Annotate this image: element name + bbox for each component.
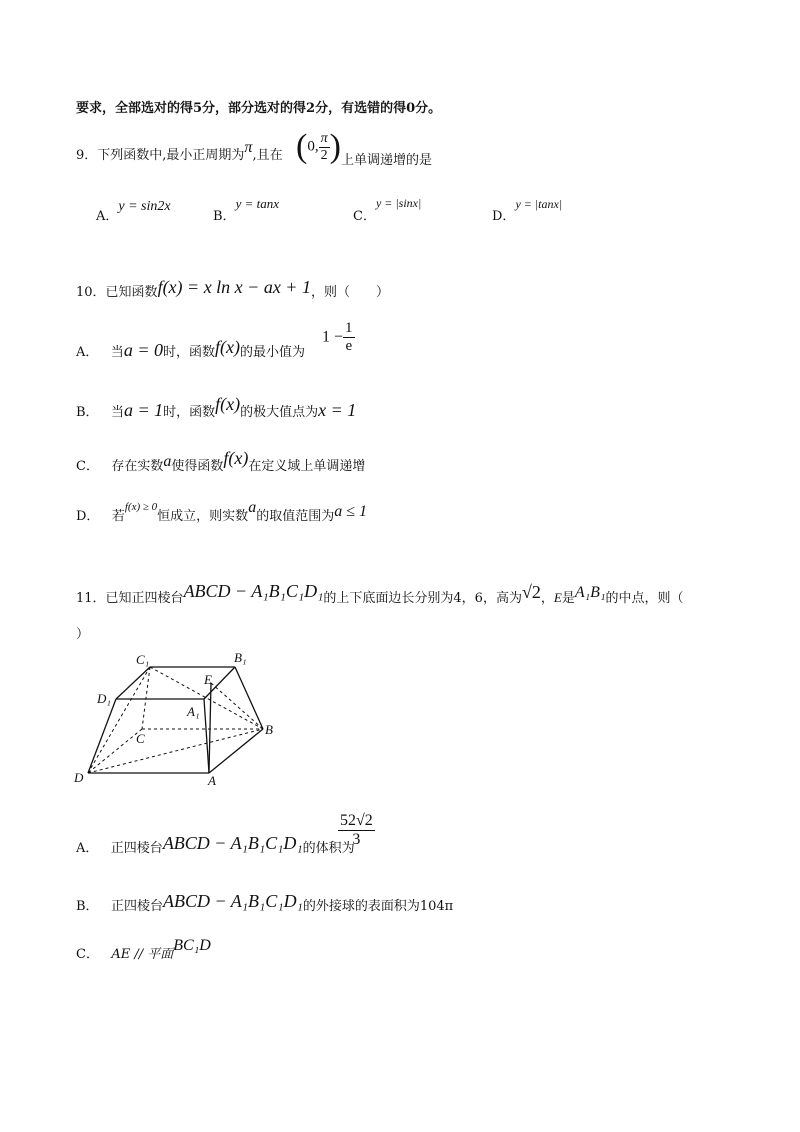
- q11-option-a[interactable]: A． 正四棱台ABCD − A₁B₁C₁D₁的体积为: [76, 833, 355, 856]
- interval-expression: (0, $\frac{\pi}{2}$ ): [296, 128, 341, 165]
- question-9-stem: [76, 139, 283, 165]
- q11-option-b[interactable]: B． 正四棱台ABCD − A₁B₁C₁D₁的外接球的表面积为104π: [76, 891, 454, 914]
- q9-option-a[interactable]: A．y = sin2x: [96, 199, 171, 224]
- label-b1: B₁: [234, 650, 247, 665]
- pi-symbol: π: [244, 139, 253, 156]
- label-c1: C₁: [136, 652, 150, 667]
- q11-option-c[interactable]: C． AE // 平面BC₁D: [76, 937, 211, 962]
- label-a1: A₁: [187, 704, 200, 719]
- question-9-text-b: ,且在: [252, 148, 283, 163]
- question-9-text-a: 下列函数中,最小正周期为: [97, 148, 245, 163]
- label-c: C: [136, 731, 145, 746]
- q10-option-a[interactable]: A． 当a = 0时，函数f(x)的最小值为: [76, 337, 305, 360]
- q10-option-d[interactable]: D． 若$^{f(x) \ge 0}$恒成立，则实数a的取值范围为a ≤ 1: [76, 499, 367, 524]
- label-b: B: [265, 722, 273, 737]
- edge-b1b: [235, 667, 263, 729]
- instruction-text: 要求，全部选对的得5分，部分选对的得2分，有选错的得0分。: [76, 101, 442, 116]
- diag-c1d: [88, 667, 150, 773]
- question-11-number: 11．: [76, 591, 106, 606]
- q11-a-volume: $\frac{52√2}{3}$: [340, 812, 373, 848]
- q9-option-c[interactable]: C．y = |sinx|: [353, 196, 422, 224]
- q10-a-value: 1 − $\frac{1}{e}$: [322, 320, 353, 354]
- q10-function: f(x) = x ln x − ax + 1: [157, 277, 311, 297]
- segment-ea: [209, 683, 211, 773]
- question-10-number: 10．: [76, 285, 106, 300]
- q9-option-d[interactable]: D．y = |tanx|: [492, 197, 563, 224]
- q11-solid: ABCD − A₁B₁C₁D₁: [183, 581, 324, 601]
- label-d: D: [74, 770, 84, 785]
- label-d1: D₁: [97, 691, 111, 706]
- question-9-text-c: 上单调递增的是: [341, 153, 433, 168]
- edge-d1d: [88, 699, 116, 773]
- frustum-figure: [70, 648, 290, 788]
- q10-option-c[interactable]: C． 存在实数a使得函数f(x)在定义域上单调递增: [76, 448, 366, 474]
- question-11-stem: 11．已知正四棱台ABCD − A₁B₁C₁D₁的上下底面边长分别为4，6，高为√2，E是A₁B₁的中点，则（: [76, 581, 684, 606]
- question-9-number: 9．: [76, 148, 98, 163]
- q9-option-d-expr: y = |tanx|: [515, 197, 563, 211]
- label-e: E: [204, 672, 212, 687]
- question-10-stem: 10．已知函数f(x) = x ln x − ax + 1，则（ ）: [76, 277, 389, 300]
- edge-c1c: [142, 667, 150, 729]
- q9-option-a-expr: y = sin2x: [118, 199, 171, 214]
- q9-option-c-expr: y = |sinx|: [375, 196, 422, 210]
- q9-option-b[interactable]: B．y = tanx: [213, 196, 279, 224]
- segment-eb: [211, 683, 263, 729]
- label-a: A: [208, 773, 216, 788]
- q9-option-b-expr: y = tanx: [235, 196, 279, 211]
- edge-d1c1: [116, 667, 150, 699]
- q10-option-b[interactable]: B． 当a = 1时，函数f(x)的极大值点为x = 1: [76, 394, 357, 420]
- edge-a1a: [204, 699, 209, 773]
- question-11-paren: ）: [76, 627, 90, 642]
